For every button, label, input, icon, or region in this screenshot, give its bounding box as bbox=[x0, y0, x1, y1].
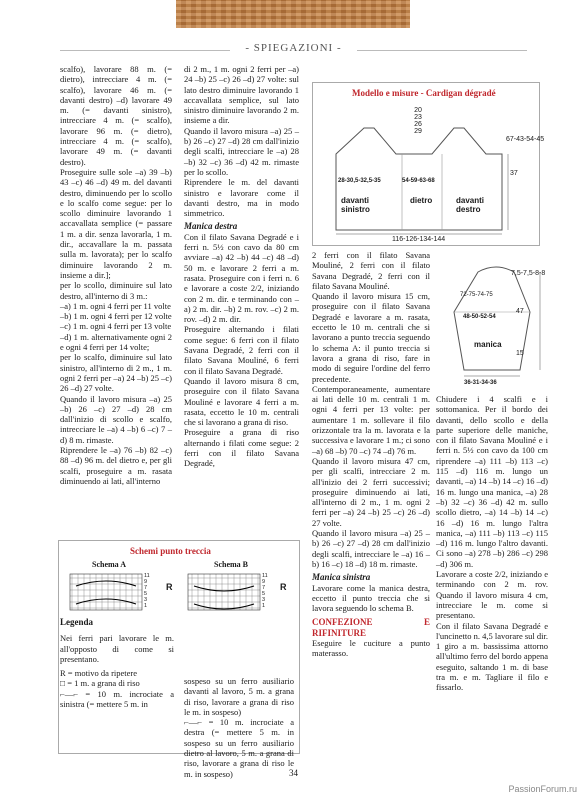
sleeve-side: 72-75-74-75 bbox=[460, 292, 493, 298]
col3-paragraph: Quando il lavoro misura 15 cm, proseguire con il filato Savana Degradé e lavorare a m. rasata, eccetto le 10 m. centrali che si lavorano a punto treccia seguendo lo schema A: il punto treccia si lavora a grana di riso, fare in modo di seguire l'ordine del ferro precedente. bbox=[312, 291, 430, 384]
height-measurement: 37 bbox=[510, 170, 518, 177]
neck-measurements: 20 23 26 29 bbox=[414, 107, 422, 135]
watermark: PassionForum.ru bbox=[508, 784, 577, 794]
shoulder-measurement: 67-43-54-45 bbox=[506, 136, 545, 143]
model-diagram-title: Modello e misure - Cardigan dégradé bbox=[352, 88, 496, 98]
legend-item-r: R = motivo da ripetere bbox=[60, 668, 138, 679]
col1-paragraph: scalfo), lavorare 88 m. (= dietro), intrecciare 4 m. (= scalfo), lavorare 46 m. (= davanti destro) –d) lavorare 49 m. (= davanti sinistro), intrecciare 4 m. (= scalfo), lavorare 96 m. (= dietro), intrecciare 4 m. (= scalfo), lavorare 49 m. (= davanti destro). bbox=[60, 64, 172, 167]
col1-paragraph: per lo scalfo, diminuire sul lato sinistro, all'interno di 2 m., 1 m. ogni 2 ferri per –a) 24 –b) 25 –c) 26 –d) 27 volte. bbox=[60, 352, 172, 394]
col3-paragraph: 2 ferri con il filato Savana Mouliné, 2 ferri con il filato Savana Degradé, 2 ferri con il filato Savana Mouliné. bbox=[312, 250, 430, 291]
col1-paragraph: –d) 1 m. alternativamente ogni 2 e ogni 4 ferri per 14 volte; bbox=[60, 331, 172, 353]
bottom-width: 116-126-134-144 bbox=[392, 236, 446, 243]
sleeve-mid: 48-50-52-54 bbox=[463, 314, 496, 320]
schema-b-r: R bbox=[280, 582, 287, 592]
waist-mid: 54-59-63-68 bbox=[402, 178, 435, 184]
legend-title: Legenda bbox=[60, 617, 94, 627]
heading-manica-sinistra: Manica sinistra bbox=[312, 572, 371, 583]
sleeve-height-2: 15 bbox=[516, 350, 524, 357]
col1-paragraph: per lo scollo, diminuire sul lato destro, all'interno di 3 m.: bbox=[60, 280, 172, 301]
col4-paragraph: Lavorare a coste 2/2, iniziando e terminando con 2 m. rov. Quando il lavoro misura 4 cm, intrecciare le m. come si presentano. bbox=[436, 569, 548, 621]
knit-texture-banner bbox=[176, 0, 410, 28]
legend-item-cross-right: ⌐—⌐ = 10 m. incrociate a destra (= mettere 5 m. in sospeso su un ferro ausiliario dietro al lavoro, 5 m. a grana di riso, lavorare a grana di riso le m. in sospeso) bbox=[184, 717, 294, 779]
col1-paragraph: –a) 1 m. ogni 4 ferri per 11 volte bbox=[60, 300, 171, 311]
schemi-title: Schemi punto treccia bbox=[130, 546, 211, 556]
col2-paragraph: di 2 m., 1 m. ogni 2 ferri per –a) 24 –b) 25 –c) 26 –d) 27 volte: sul lato destro diminuire lavorando 1 accavallata semplice, sul lato sinistro diminuire lavorando 2 m. insieme a dir. bbox=[184, 64, 299, 126]
col3-paragraph: Quando il lavoro misura –a) 25 –b) 26 –c) 27 –d) 28 cm dall'inizio degli scalfi, intrecciare le –a) 16 –b) 16 –c) 18 –d) 18 m. rimaste. bbox=[312, 528, 430, 569]
legend-item-cross-left-cont: sospeso su un ferro ausiliario davanti al lavoro, 5 m. a grana di riso, lavorare a grana di riso le m. in sospeso) bbox=[184, 676, 294, 717]
section-header: - SPIEGAZIONI - bbox=[245, 42, 342, 54]
label-davanti-destro: davanti destro bbox=[456, 196, 485, 214]
col3-paragraph: Quando il lavoro misura 47 cm, per gli scalfi, intrecciare 2 m. all'inizio dei 2 ferri successivi; proseguire diminuendo ai lati, all'interno di 2 m., 1 m. ogni 2 ferri per –a) 24 –b) 25 –c) 26 –d) 27 volte. bbox=[312, 455, 430, 528]
sleeve-height-1: 47 bbox=[516, 308, 524, 315]
legend-right bbox=[184, 676, 294, 779]
heading-confezione: CONFEZIONE E RIFINITURE bbox=[312, 617, 430, 638]
col2b-paragraph: Proseguire alternando i filati come segue: 6 ferri con il filato Savana Degradé, 2 ferri con il filato Savana Mouliné, 6 ferri con il filato Savana Degradé. bbox=[184, 324, 299, 376]
sleeve-schematic bbox=[440, 258, 550, 388]
col1-paragraph: –b) 1 m. ogni 4 ferri per 12 volte bbox=[60, 311, 172, 322]
legend-item-square: □ = 1 m. a grana di riso bbox=[60, 678, 140, 689]
col2b-paragraph: Con il filato Savana Degradé e i ferri n. 5½ con cavo da 80 cm avviare –a) 42 –b) 44 –c) 48 –d) 50 m. e lavorare 2 ferri a m. rasata. Proseguire con i ferri n. 6 e lavorare a coste 2/2, iniziando con 2 m. dir. e terminando con –a) 2 m. dir. –b) 2 m. rov. –c) 2 m. rov. –d) 2 m. dir. bbox=[184, 231, 299, 325]
col4-paragraph: Chiudere i 4 scalfi e i sottomanica. Per il bordo dei davanti, dello scollo e della parte superiore delle maniche, con il filato Savana Mouliné e i ferri n. 5½ con cavo da 100 cm riprendere –a) 111 –b) 113 –c) 115 –d) 116 m. lungo un davanti, –a) 14 –b) 14 –c) 16 –d) 16 m. lungo una manica, –a) 28 –b) 32 –c) 36 –d) 42 m. sullo scollo dietro, –a) 14 –b) 14 –c) 16 –d) 16 m. lungo l'altra manica, –a) 111 –b) 113 –c) 115 –d) 116 m. lungo l'altro davanti. Ci sono –a) 278 –b) 286 –c) 298 –d) 306 m. bbox=[436, 394, 548, 569]
col2b-paragraph: Proseguire a grana di riso alternando i filati come segue: 2 ferri con il filato Savana Degradé, bbox=[184, 427, 299, 469]
col3b-paragraph: Lavorare come la manica destra, eccetto il punto treccia che si lavora seguendo lo schema B. bbox=[312, 582, 430, 614]
col1-paragraph: Riprendere le –a) 76 –b) 82 –c) 88 –d) 96 m. del dietro e, per gli scalfi, proseguire a m. rasata diminuendo ai lati, all'interno bbox=[60, 444, 172, 486]
schema-a-rows: 11 9 7 5 3 1 bbox=[144, 573, 150, 609]
text-column-1 bbox=[60, 64, 172, 486]
text-column-3 bbox=[312, 250, 430, 659]
schema-b-rows: 11 9 7 5 3 1 bbox=[262, 573, 268, 609]
text-column-4 bbox=[436, 394, 548, 693]
label-dietro: dietro bbox=[410, 196, 433, 205]
text-column-2 bbox=[184, 64, 299, 469]
col1-paragraph: Proseguire sulle sole –a) 39 –b) 43 –c) 46 –d) 49 m. del davanti destro, diminuendo per lo scollo e lo scalfo come segue: per lo scollo diminuire lavorando 1 accavallata semplice (= passare 1 m. a dir. senza lavorarla, 1 m. dir., accavallare la m. passata sulla m. lavorata); per lo scalfo diminuire lavorando 2 m. insieme a dir.]; bbox=[60, 166, 172, 280]
col1-paragraph: –c) 1 m. ogni 4 ferri per 13 volte bbox=[60, 321, 172, 332]
sleeve-top: 7,5-7,5-8-8 bbox=[511, 270, 546, 277]
cross-right-icon: ⌐—⌐ bbox=[184, 717, 209, 728]
col2-paragraph: Riprendere le m. del davanti sinistro e lavorare come il davanti destro, ma in modo simmetrico. bbox=[184, 177, 299, 219]
col2-paragraph: Quando il lavoro misura –a) 25 –b) 26 –c) 27 –d) 28 cm dall'inizio degli scalfi, intrecciare le –a) 28 –b) 32 –c) 36 –d) 42 m. rimaste per lo scollo. bbox=[184, 125, 299, 177]
col3c-paragraph: Eseguire le cuciture a punto materasso. bbox=[312, 637, 430, 659]
legend-text: Nei ferri pari lavorare le m. all'opposto di come si presentano. bbox=[60, 633, 174, 664]
heading-manica-destra: Manica destra bbox=[184, 221, 238, 232]
col4-paragraph: Con il filato Savana Degradé e l'uncinetto n. 4,5 lavorare sul dir. 1 giro a m. bassissima attorno all'ultimo ferro del bordo appena eseguito, saltando 1 m. di base tra m. e m. Tagliare il filo e fissarlo. bbox=[436, 620, 549, 693]
col2b-paragraph: Quando il lavoro misura 8 cm, proseguire con il filato Savana Mouliné e lavorare 4 ferri a m. rasata, eccetto le 10 m. centrali che si lavorano a grana di riso. bbox=[184, 375, 299, 428]
schema-a-title: Schema A bbox=[92, 560, 126, 569]
sleeve-label: manica bbox=[474, 340, 502, 349]
cardigan-schematic bbox=[312, 82, 538, 244]
schema-a-r: R bbox=[166, 582, 173, 592]
col1-paragraph: Quando il lavoro misura –a) 25 –b) 26 –c) 27 –d) 28 cm dall'inizio di scollo e scalfo, intrecciare le –a) 4 –b) 6 –c) 7 –d) 8 m. rimaste. bbox=[60, 393, 172, 445]
schema-b-title: Schema B bbox=[214, 560, 248, 569]
page-number: 34 bbox=[289, 768, 298, 778]
sleeve-bottom: 36-31-34-36 bbox=[464, 380, 497, 386]
cross-left-icon: ⌐—⌐ bbox=[60, 688, 86, 699]
label-davanti-sinistro: davanti sinistro bbox=[341, 196, 370, 214]
col3-paragraph: Contemporaneamente, aumentare ai lati delle 10 m. centrali 1 m. ogni 4 ferri per 13 volte: per aumentare 1 m. sollevare il filo orizzontale tra la m. lavorata e la successiva e lavorare 1 m.; ci sono –a) 68 –b) 70 –c) 74 –d) 76 m. bbox=[312, 383, 430, 456]
waist-left: 28-30,5-32,5-35 bbox=[338, 178, 381, 184]
legend-item-cross-left: ⌐—⌐ = 10 m. incrociate a sinistra (= mettere 5 m. in bbox=[60, 688, 174, 710]
legend-left bbox=[60, 614, 174, 709]
